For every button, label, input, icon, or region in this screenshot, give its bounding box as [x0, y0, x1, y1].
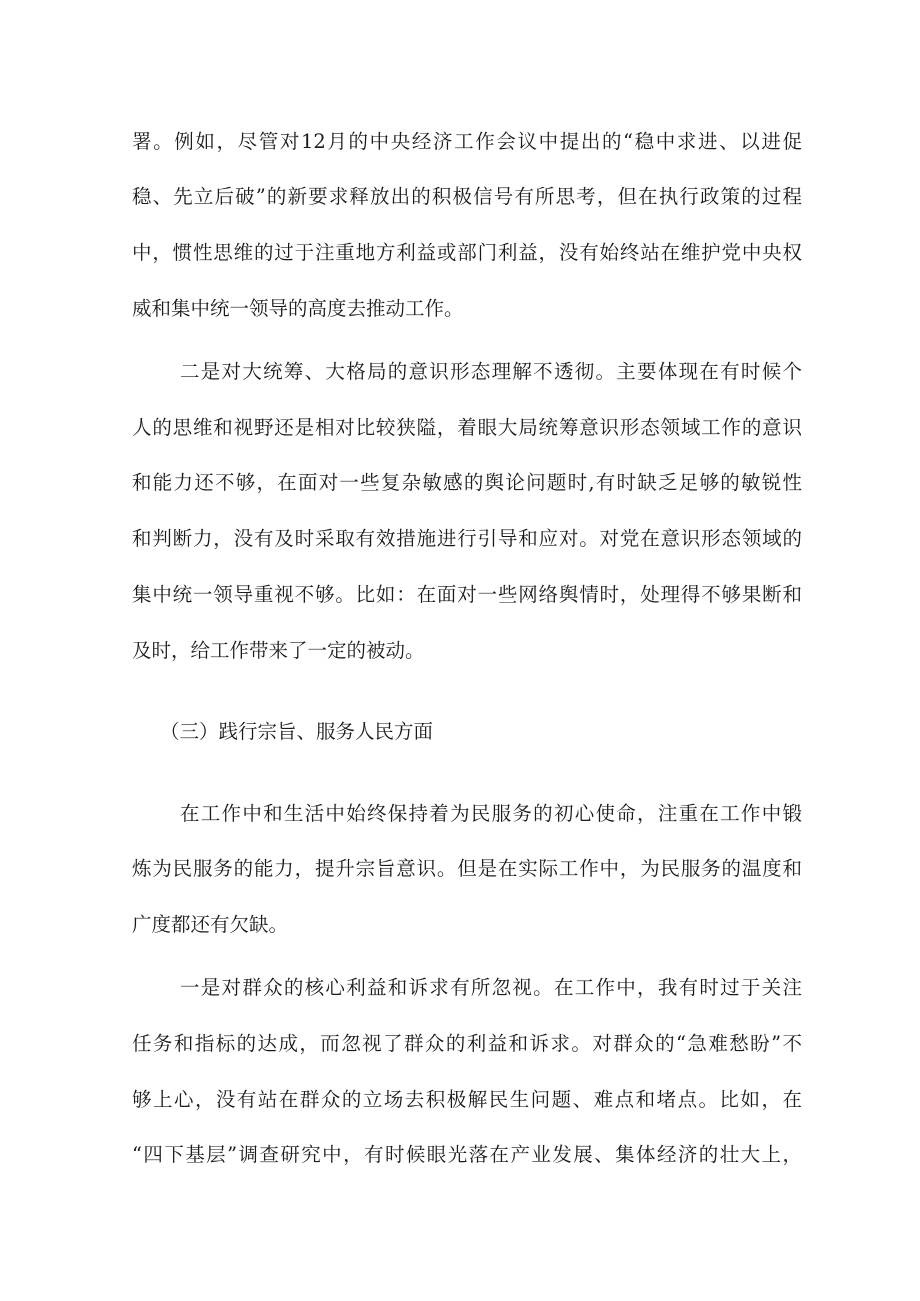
paragraph-line: 及时，给工作带来了一定的被动。 — [132, 639, 425, 662]
paragraph-line: 署。例如，尽管对12月的中央经济工作会议中提出的“稳中求进、以进促 — [132, 130, 802, 153]
paragraph-line: 和能力还不够，在面对一些复杂敏感的舆论问题时,有时缺乏足够的敏锐性 — [132, 471, 802, 494]
paragraph-line: 集中统一领导重视不够。比如：在面对一些网络舆情时，处理得不够果断和 — [132, 583, 802, 606]
paragraph-line: 够上心，没有站在群众的立场去积极解民生问题、难点和堵点。比如，在 — [132, 1088, 802, 1111]
paragraph-line: 广度都还有欠缺。 — [132, 913, 289, 936]
paragraph-line: 一是对群众的核心利益和诉求有所忽视。在工作中，我有时过于关注 — [180, 976, 802, 999]
paragraph-line: 和判断力，没有及时采取有效措施进行引导和应对。对党在意识形态领域的 — [132, 527, 802, 550]
paragraph-line: 中，惯性思维的过于注重地方利益或部门利益，没有始终站在维护党中央权 — [132, 241, 802, 264]
paragraph-line: 威和集中统一领导的高度去推动工作。 — [132, 297, 464, 320]
paragraph-line: “四下基层”调查研究中，有时候眼光落在产业发展、集体经济的壮大上， — [132, 1143, 802, 1166]
paragraph-line: 任务和指标的达成，而忽视了群众的利益和诉求。对群众的“急难愁盼”不 — [132, 1032, 802, 1055]
paragraph-line: 在工作中和生活中始终保持着为民服务的初心使命，注重在工作中锻 — [180, 802, 802, 825]
paragraph-line: 二是对大统筹、大格局的意识形态理解不透彻。主要体现在有时候个 — [180, 360, 802, 383]
paragraph-line: 稳、先立后破”的新要求释放出的积极信号有所思考，但在执行政策的过程 — [132, 185, 802, 208]
paragraph-line: 人的思维和视野还是相对比较狭隘，着眼大局统筹意识形态领域工作的意识 — [132, 416, 802, 439]
paragraph-line: 炼为民服务的能力，提升宗旨意识。但是在实际工作中，为民服务的温度和 — [132, 857, 802, 880]
section-heading: （三）践行宗旨、服务人民方面 — [160, 720, 434, 743]
